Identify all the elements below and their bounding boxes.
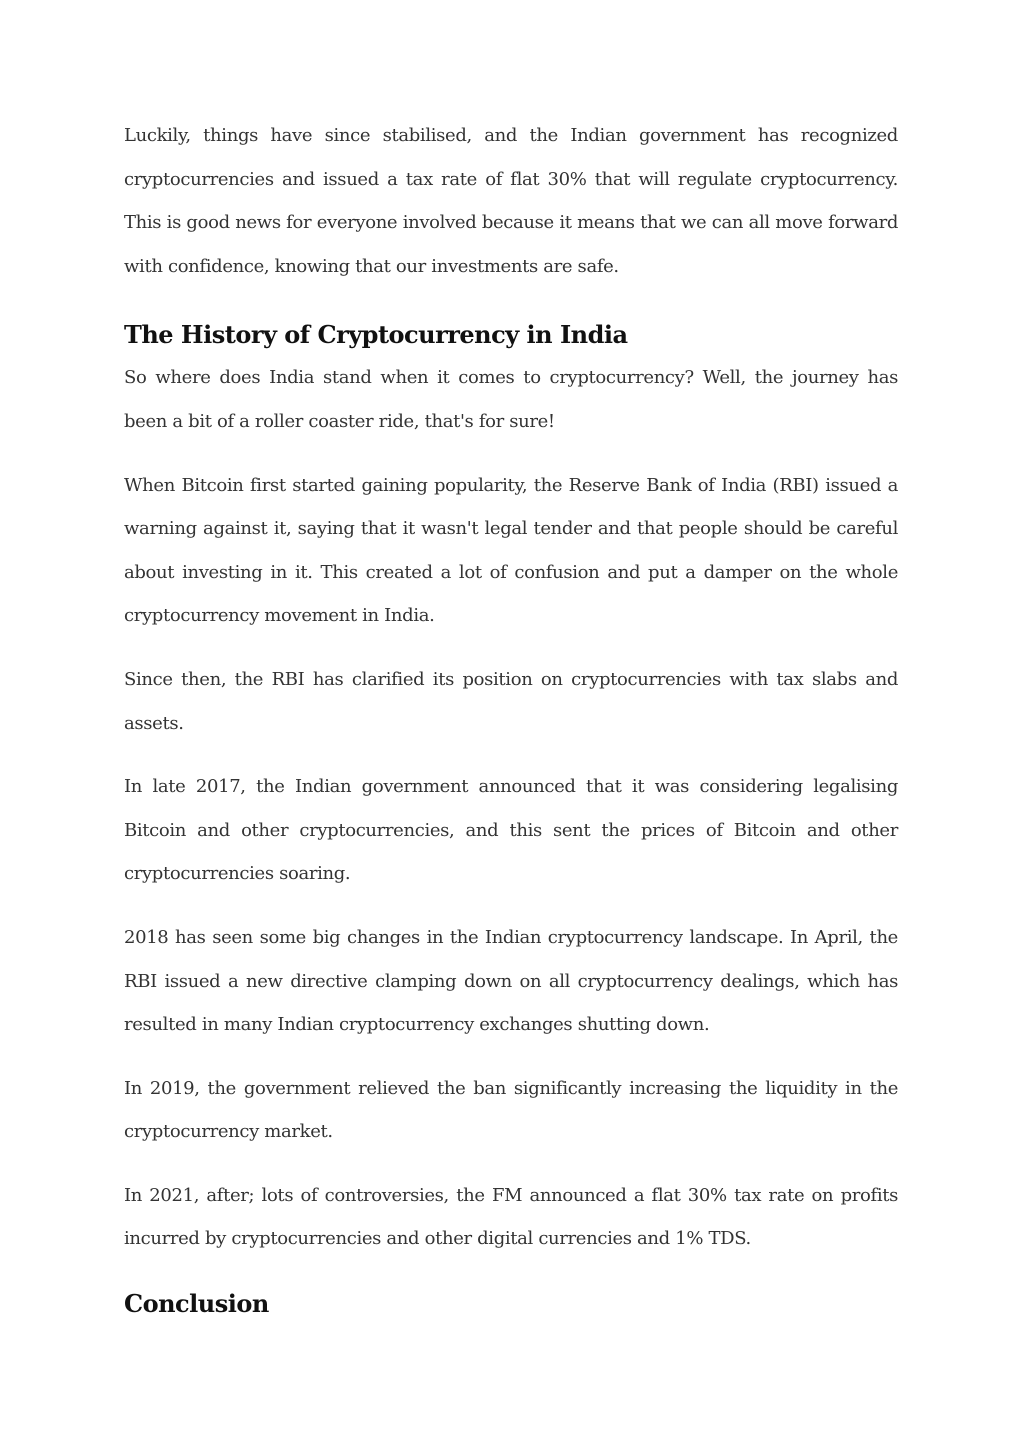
- history-paragraph-3: Since then, the RBI has clarified its position on cryptocurrencies with tax slabs and assets.: [124, 668, 898, 734]
- history-paragraph-5: 2018 has seen some big changes in the Indian cryptocurrency landscape. In April, the RBI issued a new directive clamping down on all cryptocurrency dealings, which has resulted in many Indian cryptocurrency exchanges shutting down.: [124, 926, 898, 1036]
- history-paragraph-6: In 2019, the government relieved the ban significantly increasing the liquidity in the cryptocurrency market.: [124, 1077, 898, 1143]
- history-paragraph-7: In 2021, after; lots of controversies, the FM announced a flat 30% tax rate on profits incurred by cryptocurrencies and other digital currencies and 1% TDS.: [124, 1184, 898, 1250]
- history-paragraph-1: So where does India stand when it comes to cryptocurrency? Well, the journey has been a bit of a roller coaster ride, that's for sure!: [124, 367, 898, 432]
- document-page: [124, 114, 898, 1319]
- intro-paragraph: Luckily, things have since stabilised, and the Indian government has recognized cryptocurrencies and issued a tax rate of flat 30% that will regulate cryptocurrency. This is good news for everyone involved because it means that we can all move forward with confidence, knowing that our investments are safe.: [124, 125, 898, 277]
- history-paragraph-4: In late 2017, the Indian government announced that it was considering legalising Bitcoin and other cryptocurrencies, and this sent the prices of Bitcoin and other cryptocurrencies soaring.: [124, 776, 898, 885]
- history-paragraph-2: When Bitcoin first started gaining popularity, the Reserve Bank of India (RBI) issued a warning against it, saying that it wasn't legal tender and that people should be careful about investing in it. This created a lot of confusion and put a damper on the whole cryptocurrency movement in India.: [124, 474, 898, 627]
- conclusion-heading: Conclusion: [124, 1289, 269, 1319]
- history-heading: The History of Cryptocurrency in India: [124, 320, 628, 350]
